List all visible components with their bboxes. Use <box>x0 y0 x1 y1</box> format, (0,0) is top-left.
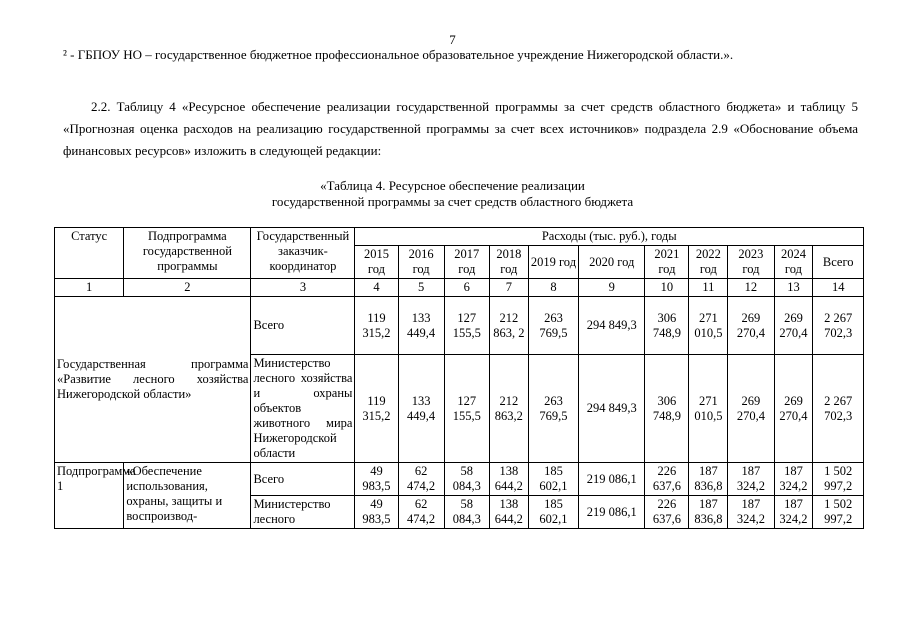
column-number: 3 <box>251 279 355 297</box>
header-row-1 <box>55 228 864 246</box>
header-status: Статус <box>55 228 124 279</box>
value-cell: 58 084,3 <box>444 463 489 496</box>
column-number: 8 <box>528 279 578 297</box>
value-cell: 212 863,2 <box>489 355 528 463</box>
value-cell: 269 270,4 <box>728 355 774 463</box>
value-cell: 127 155,5 <box>444 297 489 355</box>
resource-table <box>54 227 864 529</box>
column-number: 13 <box>774 279 813 297</box>
caption-line-2: государственной программы за счет средств областного бюджета <box>271 194 634 209</box>
column-number: 4 <box>355 279 398 297</box>
value-cell: 2 267 702,3 <box>813 355 864 463</box>
value-cell: 49 983,5 <box>355 463 398 496</box>
column-number: 1 <box>55 279 124 297</box>
value-cell: 187 324,2 <box>728 463 774 496</box>
header-year: 2023 год <box>728 246 774 279</box>
caption-line-1: «Таблица 4. Ресурсное обеспечение реализации <box>320 178 585 193</box>
header-year: 2022 год <box>689 246 728 279</box>
column-number: 11 <box>689 279 728 297</box>
program-row-total <box>55 297 864 355</box>
value-cell: 226 637,6 <box>645 463 689 496</box>
value-cell: 269 270,4 <box>728 297 774 355</box>
value-cell: 306 748,9 <box>645 297 689 355</box>
column-number: 12 <box>728 279 774 297</box>
value-cell: 187 836,8 <box>689 496 728 529</box>
value-cell: 49 983,5 <box>355 496 398 529</box>
header-year: 2021 год <box>645 246 689 279</box>
value-cell: 263 769,5 <box>528 355 578 463</box>
column-number: 6 <box>444 279 489 297</box>
value-cell: 226 637,6 <box>645 496 689 529</box>
subprogram-row-total <box>55 463 864 496</box>
column-number: 9 <box>579 279 645 297</box>
header-expenses: Расходы (тыс. руб.), годы <box>355 228 864 246</box>
amendment-paragraph: 2.2. Таблицу 4 «Ресурсное обеспечение реализации государственной программы за счет средств областного бюджета» и таблицу 5 «Прогнозная оценка расходов на реализацию государственной программы за счет всех источников» подраздела 2.9 «Обоснование объема финансовых ресурсов» изложить в следующей редакции: <box>63 99 858 158</box>
page-number: 7 <box>449 32 456 47</box>
footnote-paragraph: ² - ГБПОУ НО – государственное бюджетное профессиональное образовательное учреждение Нижегородской области.». <box>63 47 734 62</box>
value-cell: 187 324,2 <box>728 496 774 529</box>
header-year: 2020 год <box>579 246 645 279</box>
header-coordinator: Государственный заказчик-координатор <box>251 228 355 279</box>
value-cell: 1 502 997,2 <box>813 463 864 496</box>
value-cell: 187 324,2 <box>774 463 813 496</box>
value-cell: 294 849,3 <box>579 355 645 463</box>
column-number: 10 <box>645 279 689 297</box>
value-cell: 2 267 702,3 <box>813 297 864 355</box>
value-cell: 62 474,2 <box>398 496 444 529</box>
value-cell: 219 086,1 <box>579 463 645 496</box>
column-number: 2 <box>124 279 251 297</box>
column-number: 7 <box>489 279 528 297</box>
header-year: 2024 год <box>774 246 813 279</box>
table-caption <box>0 178 905 210</box>
column-number: 14 <box>813 279 864 297</box>
coordinator-cell: Всего <box>251 463 355 496</box>
value-cell: 119 315,2 <box>355 355 398 463</box>
value-cell: 271 010,5 <box>689 355 728 463</box>
value-cell: 306 748,9 <box>645 355 689 463</box>
value-cell: 269 270,4 <box>774 355 813 463</box>
value-cell: 219 086,1 <box>579 496 645 529</box>
value-cell: 133 449,4 <box>398 355 444 463</box>
coordinator-cell: Министерство лесного хозяйства и охраны объектов животного мира Нижегородской области <box>251 355 355 463</box>
value-cell: 119 315,2 <box>355 297 398 355</box>
value-cell: 138 644,2 <box>489 496 528 529</box>
header-year: 2017 год <box>444 246 489 279</box>
header-row-numbers <box>55 279 864 297</box>
value-cell: 133 449,4 <box>398 297 444 355</box>
value-cell: 269 270,4 <box>774 297 813 355</box>
value-cell: 185 602,1 <box>528 463 578 496</box>
subprogram-status: Подпрограмма 1 <box>55 463 124 529</box>
header-year: 2015 год <box>355 246 398 279</box>
value-cell: 263 769,5 <box>528 297 578 355</box>
value-cell: 187 324,2 <box>774 496 813 529</box>
value-cell: 185 602,1 <box>528 496 578 529</box>
coordinator-cell: Всего <box>251 297 355 355</box>
value-cell: 187 836,8 <box>689 463 728 496</box>
header-year: 2019 год <box>528 246 578 279</box>
value-cell: 127 155,5 <box>444 355 489 463</box>
value-cell: 58 084,3 <box>444 496 489 529</box>
program-name: Государственная программа «Развитие лесного хозяйства Нижегородской области» <box>55 297 251 463</box>
value-cell: 294 849,3 <box>579 297 645 355</box>
value-cell: 1 502 997,2 <box>813 496 864 529</box>
value-cell: 271 010,5 <box>689 297 728 355</box>
subprogram-name: «Обеспечение использования, охраны, защиты и воспроизвод- <box>124 463 251 529</box>
value-cell: 62 474,2 <box>398 463 444 496</box>
header-year: 2018 год <box>489 246 528 279</box>
header-total: Всего <box>813 246 864 279</box>
header-subprogram: Подпрограмма государственной программы <box>124 228 251 279</box>
value-cell: 212 863, 2 <box>489 297 528 355</box>
column-number: 5 <box>398 279 444 297</box>
value-cell: 138 644,2 <box>489 463 528 496</box>
coordinator-cell: Министерство лесного <box>251 496 355 529</box>
header-year: 2016 год <box>398 246 444 279</box>
